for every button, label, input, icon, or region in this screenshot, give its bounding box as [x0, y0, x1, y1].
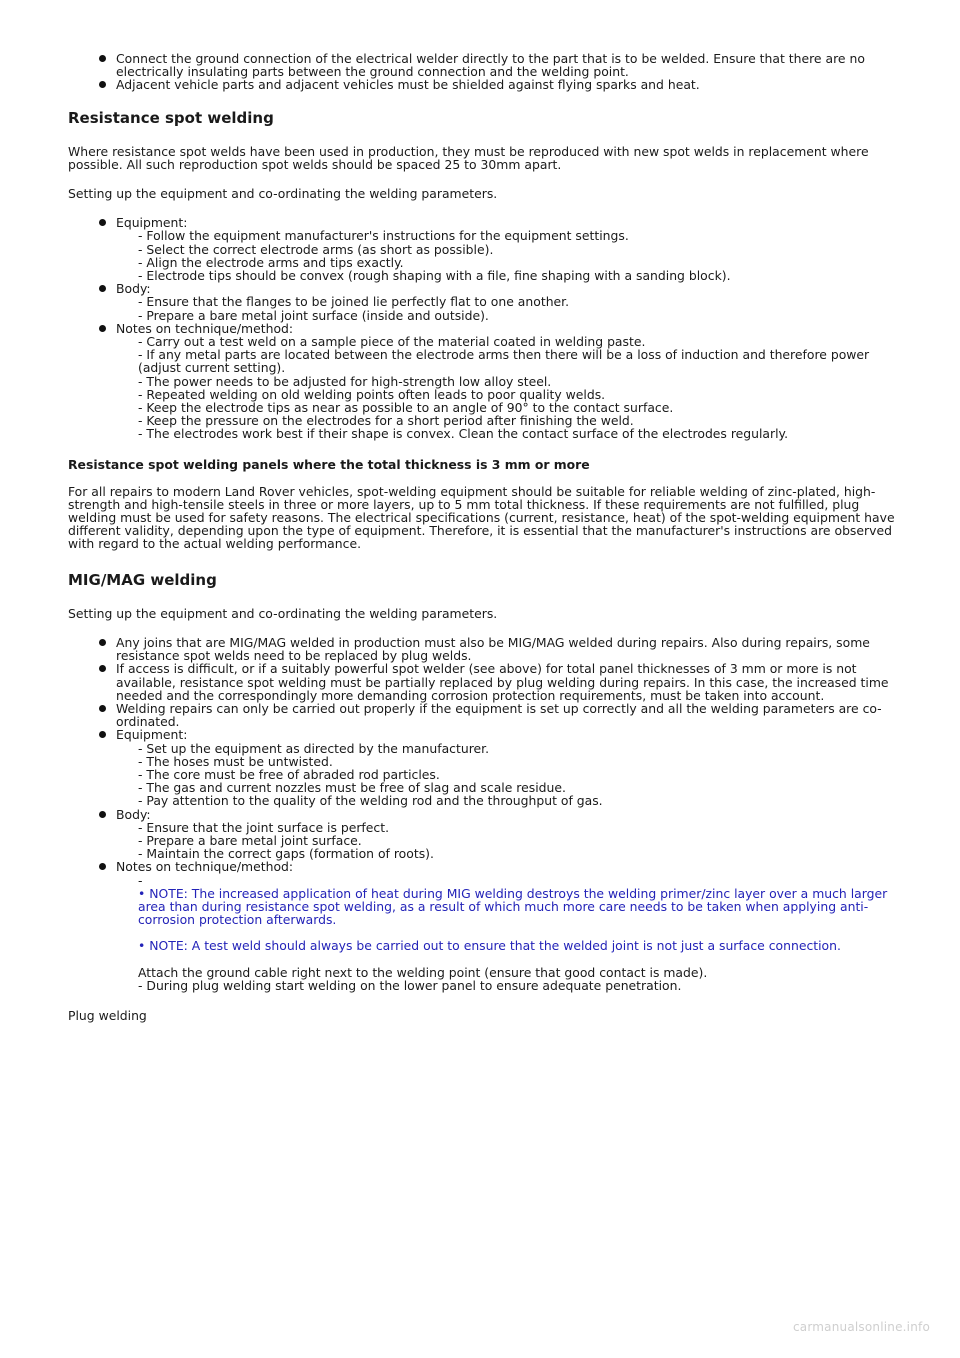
note-text: • NOTE: The increased application of heat during MIG welding destroys the welding primer/zinc layer over a much larger area than during resistance spot welding, as a result of which much more care needs to be taken when applying anti-corrosion protection afterwards. — [138, 885, 888, 928]
item-line: - Repeated welding on old welding points often leads to poor quality welds. — [138, 386, 606, 402]
item-line: - Keep the pressure on the electrodes for a short period after finishing the weld. — [138, 413, 634, 429]
footer-subheading: Plug welding — [68, 1007, 147, 1023]
resistance-paragraph: Where resistance spot welds have been used in production, they must be reproduced with new spot welds in replacement where possible. All such reproduction spot welds should be spaced 25 to 30mm apart. — [68, 143, 869, 172]
list-item — [68, 282, 898, 322]
bullet-icon — [99, 55, 106, 62]
item-label: Notes on technique/method: — [116, 320, 294, 336]
item-line: - If any metal parts are located between the electrode arms then there will be a loss of induction and therefore power (adjust current setting). — [138, 347, 870, 376]
item-line: Attach the ground cable right next to the welding point (ensure that good contact is made). — [138, 964, 708, 980]
item-line: - During plug welding start welding on the lower panel to ensure adequate penetration. — [138, 977, 682, 993]
list-item — [68, 52, 898, 78]
item-line: - Maintain the correct gaps (formation of roots). — [138, 846, 434, 862]
item-label: Equipment: — [116, 727, 188, 743]
item-line: - The hoses must be untwisted. — [138, 753, 333, 769]
bullet-icon — [99, 811, 106, 818]
list-item — [68, 216, 898, 282]
item-line: - Electrode tips should be convex (rough shaping with a file, fine shaping with a sanding block). — [138, 268, 731, 284]
item-line: - Ensure that the joint surface is perfect. — [138, 819, 390, 835]
resistance-setup-paragraph: Setting up the equipment and co-ordinating the welding parameters. — [68, 186, 498, 202]
item-line: - The power needs to be adjusted for high-strength low alloy steel. — [138, 373, 552, 389]
list-item — [68, 322, 898, 441]
list-item — [68, 662, 898, 702]
item-line: - Keep the electrode tips as near as possible to an angle of 90° to the contact surface. — [138, 400, 674, 416]
bullet-icon — [99, 219, 106, 226]
note-text: • NOTE: A test weld should always be carried out to ensure that the welded joint is not just a surface connection. — [138, 938, 841, 954]
item-line: - The gas and current nozzles must be free of slag and scale residue. — [138, 780, 566, 796]
bullet-icon — [99, 705, 106, 712]
item-line: - Follow the equipment manufacturer's instructions for the equipment settings. — [138, 228, 629, 244]
item-line: - Prepare a bare metal joint surface (inside and outside). — [138, 307, 489, 323]
mig-bullet: Any joins that are MIG/MAG welded in production must also be MIG/MAG welded during repairs. Also during repairs, some resistance spot welds need to be replaced by plug welds. — [116, 634, 870, 664]
item-label: Notes on technique/method: — [116, 859, 294, 875]
item-label: Body: — [116, 281, 151, 297]
section-heading-resistance: Resistance spot welding — [68, 108, 274, 127]
section-heading-panels: Resistance spot welding panels where the total thickness is 3 mm or more — [68, 456, 590, 472]
intro-bullet-2: Adjacent vehicle parts and adjacent vehicles must be shielded against flying sparks and heat. — [116, 77, 700, 93]
intro-bullet-1: Connect the ground connection of the electrical welder directly to the part that is to be welded. Ensure that there are no electrically insulating parts between the ground connection and the welding point. — [116, 51, 865, 80]
mig-setup-paragraph: Setting up the equipment and co-ordinating the welding parameters. — [68, 605, 498, 621]
mig-bullet: Welding repairs can only be carried out properly if the equipment is set up correctly and all the welding parameters are co-ordinated. — [116, 700, 882, 730]
bullet-icon — [99, 665, 106, 672]
item-line: - — [138, 872, 143, 888]
list-item — [68, 860, 898, 992]
list-item — [68, 728, 898, 807]
document-page — [68, 52, 898, 1022]
bullet-icon — [99, 731, 106, 738]
item-line: - The electrodes work best if their shape is convex. Clean the contact surface of the electrodes regularly. — [138, 426, 789, 442]
list-item — [68, 78, 898, 91]
resistance-list — [68, 216, 898, 440]
item-line: - Align the electrode arms and tips exactly. — [138, 254, 404, 270]
bullet-icon — [99, 81, 106, 88]
mig-bullet: If access is difficult, or if a suitably powerful spot welder (see above) for total panel thicknesses of 3 mm or more is not available, resistance spot welding must be partially replaced by plug welding during repairs. In this case, the increased time needed and the correspondingly more demanding corrosion protection requirements, must be taken into account. — [116, 661, 889, 703]
intro-list — [68, 52, 898, 92]
bullet-icon — [99, 325, 106, 332]
item-label: Body: — [116, 806, 151, 822]
item-line: - Pay attention to the quality of the welding rod and the throughput of gas. — [138, 793, 603, 809]
list-item — [68, 808, 898, 861]
bullet-icon — [99, 863, 106, 870]
mig-list — [68, 636, 898, 992]
watermark-logo: carmanualsonline.info — [793, 1320, 930, 1334]
item-line: - The core must be free of abraded rod particles. — [138, 766, 440, 782]
list-item — [68, 702, 898, 728]
item-line: - Carry out a test weld on a sample piece of the material coated in welding paste. — [138, 334, 646, 350]
panels-paragraph: For all repairs to modern Land Rover vehicles, spot-welding equipment should be suitable for reliable welding of zinc-plated, high-strength and high-tensile steels in three or more layers, up to 5 mm total thickness. If these requirements are not fulfilled, plug welding must be used for safety reasons. The electrical specifications (current, resistance, heat) of the spot-welding equipment have different validity, depending upon the type of equipment. Therefore, it is essential that the manufacturer's instructions are observed with regard to the actual welding performance. — [68, 483, 895, 552]
item-line: - Select the correct electrode arms (as short as possible). — [138, 241, 494, 257]
list-item — [68, 636, 898, 662]
item-line: - Prepare a bare metal joint surface. — [138, 832, 362, 848]
bullet-icon — [99, 639, 106, 646]
section-heading-mig: MIG/MAG welding — [68, 570, 217, 589]
item-label: Equipment: — [116, 215, 188, 231]
item-line: - Set up the equipment as directed by the manufacturer. — [138, 740, 490, 756]
item-line: - Ensure that the flanges to be joined lie perfectly flat to one another. — [138, 294, 570, 310]
bullet-icon — [99, 285, 106, 292]
